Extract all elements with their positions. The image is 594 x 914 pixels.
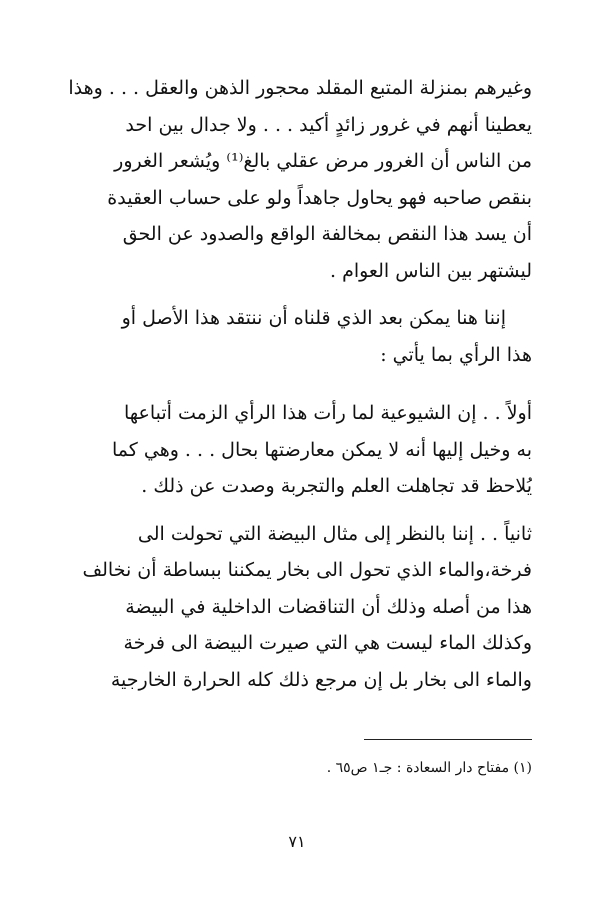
body-text bbox=[60, 70, 532, 698]
paragraph-4 bbox=[60, 516, 532, 699]
footnote-divider bbox=[364, 739, 532, 740]
text-line: يُلاحظ قد تجاهلت العلم والتجربة وصدت عن ذلك . bbox=[141, 475, 532, 497]
paragraph-3 bbox=[60, 395, 532, 505]
text-line: ليشتهر بين الناس العوام . bbox=[329, 259, 532, 282]
text-line: وغيرهم بمنزلة المتبع المقلد محجور الذهن والعقل . . . وهذا bbox=[68, 77, 532, 99]
text-line: هذا من أصله وذلك أن التناقضات الداخلية في البيضة bbox=[125, 595, 532, 618]
text-line: يعطينا أنهم في غرور زائدٍ أكيد . . . ولا جدال بين احد bbox=[125, 113, 532, 136]
page-number: ٧١ bbox=[288, 832, 306, 851]
text-line: هذا الرأي بما يأتي : bbox=[380, 343, 532, 366]
footnote: (١) مفتاح دار السعادة : جـ١ ص٦٥ . bbox=[326, 760, 532, 776]
text-line: من الناس أن الغرور مرض عقلي بالغ⁽¹⁾ ويُشعر الغرور bbox=[114, 150, 532, 172]
text-line: ثانياً . . إننا بالنظر إلى مثال البيضة التي تحولت الى bbox=[137, 522, 532, 545]
text-line: إننا هنا يمكن بعد الذي قلناه أن ننتقد هذا الأصل أو bbox=[121, 307, 506, 329]
text-line: فرخة،والماء الذي تحول الى بخار يمكننا ببساطة أن نخالف bbox=[82, 559, 532, 581]
paragraph-1 bbox=[60, 70, 532, 289]
text-line: وكذلك الماء ليست هي التي صيرت البيضة الى فرخة bbox=[123, 632, 532, 654]
paragraph-2 bbox=[60, 300, 532, 373]
text-line: به وخيل إليها أنه لا يمكن معارضتها بحال . . . وهي كما bbox=[112, 438, 532, 461]
text-line: أن يسد هذا النقص بمخالفة الواقع والصدود عن الحق bbox=[122, 223, 532, 245]
text-line: بنقص صاحبه فهو يحاول جاهداً ولو على حساب العقيدة bbox=[107, 186, 532, 209]
text-line: والماء الى بخار بل إن مرجع ذلك كله الحرارة الخارجية bbox=[110, 668, 532, 691]
text-line: أولاً . . إن الشيوعية لما رأت هذا الرأي الزمت أتباعها bbox=[123, 402, 532, 424]
